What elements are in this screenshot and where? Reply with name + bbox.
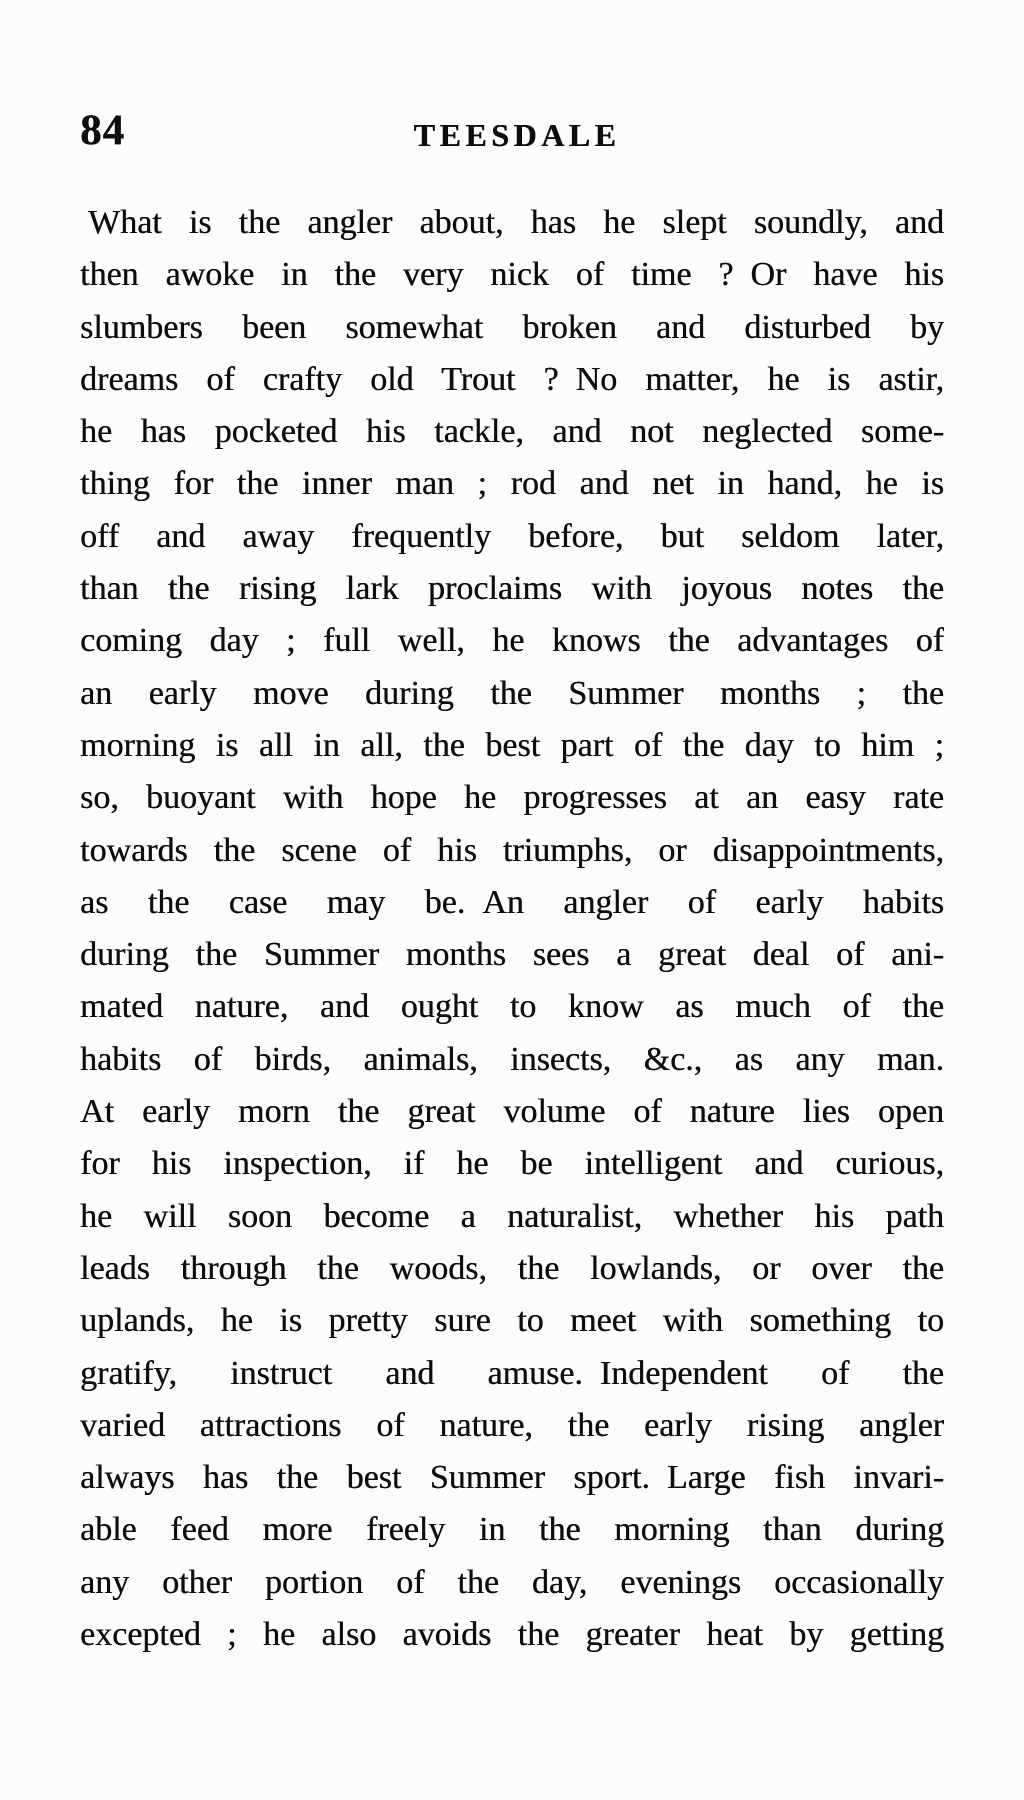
- text-line-14: as the case may be. An angler of early habits: [80, 883, 944, 921]
- text-line-2: then awoke in the very nick of time ? Or have his: [80, 256, 944, 294]
- text-line-16: mated nature, and ought to know as much of the: [80, 988, 944, 1026]
- text-line-18: At early morn the great volume of nature lies open: [80, 1093, 944, 1131]
- text-line-25: always has the best Summer sport. Large fish invari-: [80, 1459, 944, 1497]
- text-line-12: so, buoyant with hope he progresses at an easy rate: [80, 779, 944, 817]
- text-line-22: uplands, he is pretty sure to meet with something to: [80, 1302, 944, 1340]
- text-line-4: dreams of crafty old Trout ? No matter, he is astir,: [80, 360, 944, 398]
- text-line-9: coming day ; full well, he knows the advantages of: [80, 622, 944, 660]
- text-line-10: an early move during the Summer months ; the: [80, 674, 944, 712]
- text-line-26: able feed more freely in the morning than during: [80, 1511, 944, 1549]
- text-line-15: during the Summer months sees a great deal of ani-: [80, 936, 944, 974]
- text-line-6: thing for the inner man ; rod and net in hand, he is: [80, 465, 944, 503]
- text-line-13: towards the scene of his triumphs, or disappointments,: [80, 831, 944, 869]
- text-line-28: excepted ; he also avoids the greater heat by getting: [80, 1616, 944, 1654]
- text-line-23: gratify, instruct and amuse. Independent of the: [80, 1354, 944, 1392]
- text-line-1: What is the angler about, has he slept soundly, and: [88, 204, 944, 241]
- text-line-19: for his inspection, if he be intelligent and curious,: [80, 1145, 944, 1183]
- text-line-21: leads through the woods, the lowlands, or over the: [80, 1249, 944, 1287]
- running-title: TEESDALE: [413, 117, 621, 153]
- body-text: [80, 197, 944, 1661]
- text-line-5: he has pocketed his tackle, and not neglected some-: [80, 413, 944, 451]
- text-line-7: off and away frequently before, but seldom later,: [80, 517, 944, 555]
- text-line-20: he will soon become a naturalist, whether his path: [80, 1197, 944, 1235]
- text-line-11: morning is all in all, the best part of the day to him ;: [80, 726, 944, 764]
- text-line-24: varied attractions of nature, the early rising angler: [80, 1406, 944, 1444]
- text-line-8: than the rising lark proclaims with joyous notes the: [80, 570, 944, 608]
- text-line-17: habits of birds, animals, insects, &c., as any man.: [80, 1040, 944, 1078]
- page-number: 84: [80, 107, 125, 154]
- text-line-27: any other portion of the day, evenings occasionally: [80, 1563, 944, 1601]
- text-line-3: slumbers been somewhat broken and disturbed by: [80, 308, 944, 346]
